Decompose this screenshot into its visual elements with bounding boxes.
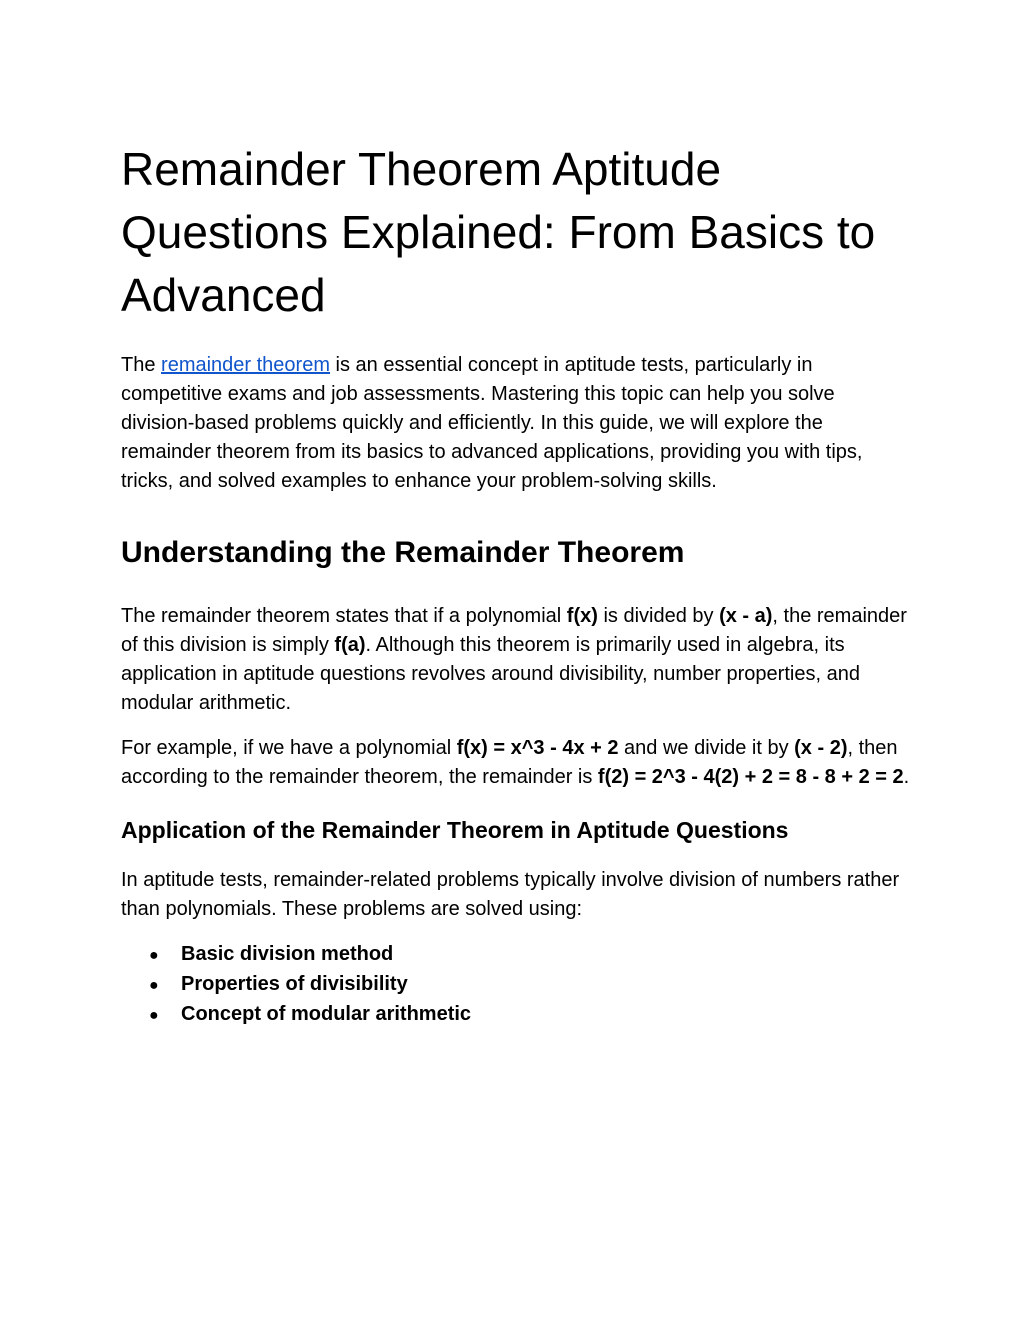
intro-paragraph — [121, 351, 911, 496]
text-run: , then according to the remainder theorem, the remainder is — [121, 737, 898, 788]
list-item-label: Concept of modular arithmetic — [181, 1003, 472, 1025]
bullet-icon: ● — [149, 947, 159, 964]
bold-term: (x - 2) — [794, 737, 848, 759]
section-heading-application: Application of the Remainder Theorem in Aptitude Questions — [121, 817, 789, 843]
theorem-definition-paragraph — [121, 602, 911, 718]
application-paragraph: In aptitude tests, remainder-related problems typically involve division of numbers rather than polynomials. These problems are solved using: — [121, 869, 900, 920]
text-run: . Although this theorem is primarily used in algebra, its application in aptitude questions revolves around divisibility, number properties, and modular arithmetic. — [121, 634, 860, 714]
list-item — [149, 1000, 911, 1030]
remainder-theorem-link[interactable]: remainder theorem — [161, 354, 330, 376]
bold-term: f(a) — [334, 634, 366, 656]
document-page — [121, 138, 911, 1030]
example-paragraph — [121, 734, 911, 792]
list-item-label: Basic division method — [181, 943, 394, 965]
text-run: For example, if we have a polynomial — [121, 737, 457, 759]
methods-list — [121, 940, 911, 1030]
bold-term: f(x) — [566, 605, 598, 627]
bullet-icon: ● — [149, 1007, 159, 1024]
page-title: Remainder Theorem Aptitude Questions Explained: From Basics to Advanced — [121, 143, 876, 321]
intro-text-end: is an essential concept in aptitude tests, particularly in competitive exams and job assessments. Mastering this topic can help you solve division-based problems quickly and efficiently. In this guide, we will explore the remainder theorem from its basics to advanced applications, providing you with tips, tricks, and solved examples to enhance your problem-solving skills. — [121, 354, 863, 492]
text-run: , the remainder of this division is simply — [121, 605, 907, 656]
bold-term: f(x) = x^3 - 4x + 2 — [456, 737, 619, 759]
list-item-label: Properties of divisibility — [181, 973, 408, 995]
list-item — [149, 970, 911, 1000]
section-heading-understanding: Understanding the Remainder Theorem — [121, 536, 685, 569]
list-item — [149, 940, 911, 970]
intro-text-start: The — [121, 354, 162, 376]
text-run: is divided by — [597, 605, 720, 627]
bullet-icon: ● — [149, 977, 159, 994]
text-run: and we divide it by — [618, 737, 795, 759]
bold-term: f(2) = 2^3 - 4(2) + 2 = 8 - 8 + 2 = 2 — [597, 766, 904, 788]
text-run: . — [903, 766, 910, 788]
text-run: The remainder theorem states that if a polynomial — [121, 605, 567, 627]
bold-term: (x - a) — [719, 605, 773, 627]
